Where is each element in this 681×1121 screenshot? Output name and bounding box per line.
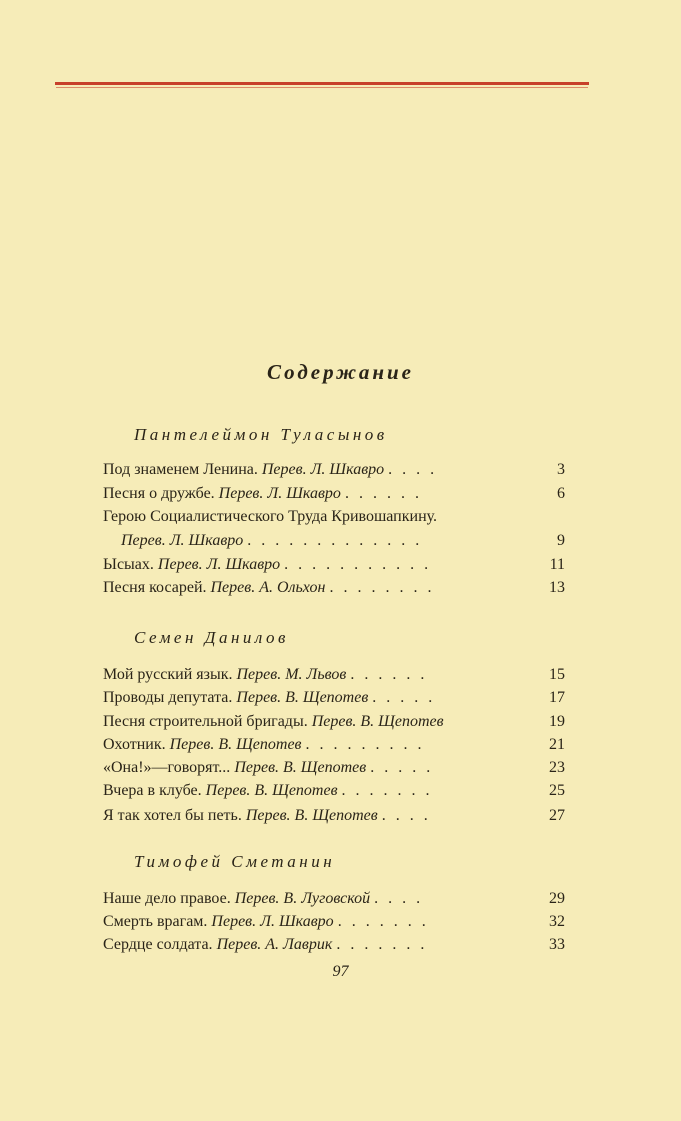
author-heading: Тимофей Сметанин: [134, 852, 336, 871]
page-ref: 23: [549, 759, 565, 776]
toc-entry[interactable]: Сердце солдата. Перев. А. Лаврик . . . . . . . 33: [103, 933, 565, 957]
toc-entry[interactable]: Герою Социалистического Труда Кривошапкину.: [103, 508, 438, 525]
toc-entry[interactable]: Песня строительной бригады. Перев. В. Щепотев 19: [103, 710, 565, 734]
page-ref: 29: [549, 890, 565, 907]
toc-entry[interactable]: Вчера в клубе. Перев. В. Щепотев . . . . . . . 25: [103, 779, 565, 803]
author-heading: Пантелеймон Туласынов: [134, 425, 388, 444]
page-ref: 9: [557, 532, 565, 549]
toc-entry[interactable]: Песня косарей. Перев. А. Ольхон . . . . . . . . 13: [103, 576, 565, 600]
page-ref: 6: [557, 485, 565, 502]
page-ref: 19: [549, 713, 565, 730]
toc-entry-continuation[interactable]: Перев. Л. Шкавро . . . . . . . . . . . . . 9: [103, 529, 565, 553]
toc-entry[interactable]: Наше дело правое. Перев. В. Луговской . . . . 29: [103, 887, 565, 911]
toc-entry[interactable]: «Она!»—говорят... Перев. В. Щепотев . . . . . 23: [103, 756, 565, 780]
page-ref: 25: [549, 782, 565, 799]
page-ref: 33: [549, 936, 565, 953]
page-ref: 17: [549, 689, 565, 706]
page-ref: 32: [549, 913, 565, 930]
toc-entry[interactable]: Смерть врагам. Перев. Л. Шкавро . . . . . . . 32: [103, 910, 565, 934]
page-ref: 27: [549, 807, 565, 824]
toc-entry[interactable]: Охотник. Перев. В. Щепотев . . . . . . . . . 21: [103, 733, 565, 757]
toc-entry[interactable]: Ысыах. Перев. Л. Шкавро . . . . . . . . . . . 11: [103, 553, 565, 577]
page-ref: 13: [549, 579, 565, 596]
page-ref: 15: [549, 666, 565, 683]
toc-entry[interactable]: Песня о дружбе. Перев. Л. Шкавро . . . . . . 6: [103, 482, 565, 506]
top-red-rule: [55, 82, 589, 85]
page-title: Содержание: [267, 360, 414, 384]
page-number: 97: [332, 963, 349, 980]
toc-entry[interactable]: Мой русский язык. Перев. М. Львов . . . . . . 15: [103, 663, 565, 687]
page-ref: 3: [557, 461, 565, 478]
author-heading: Семен Данилов: [134, 628, 289, 647]
page-ref: 11: [549, 556, 565, 573]
toc-entry[interactable]: Я так хотел бы петь. Перев. В. Щепотев . . . . 27: [103, 804, 565, 828]
toc-entry[interactable]: Проводы депутата. Перев. В. Щепотев . . . . . 17: [103, 686, 565, 710]
page-ref: 21: [549, 736, 565, 753]
toc-entry[interactable]: Под знаменем Ленина. Перев. Л. Шкавро . . . . 3: [103, 458, 565, 482]
